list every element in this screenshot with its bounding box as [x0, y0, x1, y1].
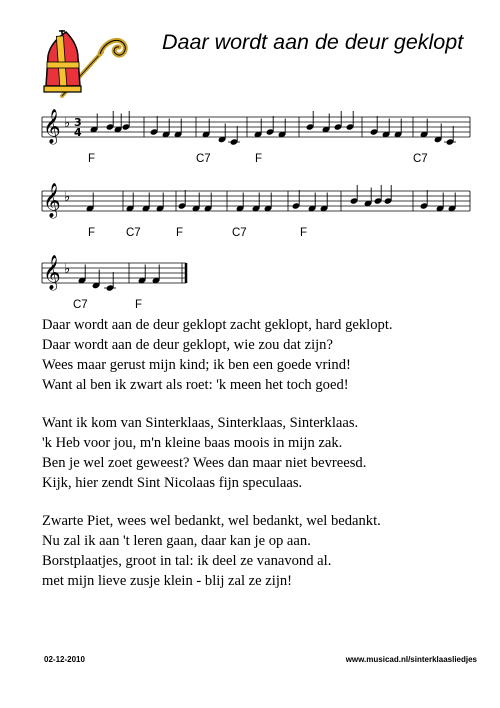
footer-date: 02-12-2010	[44, 655, 85, 664]
footer-url[interactable]: www.musicad.nl/sinterklaasliedjes	[345, 655, 477, 664]
stanza	[42, 413, 482, 493]
lyric-line: 'k Heb voor jou, m'n kleine baas moois in mijn zak.	[42, 435, 343, 451]
time-signature-top: 3	[74, 116, 82, 129]
sheet-music	[0, 100, 500, 315]
lyric-line: Wees maar gerust mijn kind; ik ben een goede vrind!	[42, 357, 351, 373]
time-signature-bottom: 4	[74, 126, 82, 139]
chord-label: F	[88, 227, 96, 239]
page-title: Daar wordt aan de deur geklopt	[162, 30, 464, 54]
lyric-line: Want al ben ik zwart als roet: 'k meen het toch goed!	[42, 377, 349, 393]
chord-label: F	[88, 153, 96, 165]
treble-clef-icon: 𝄞	[43, 255, 61, 290]
chord-label: F	[255, 153, 263, 165]
stanza	[42, 315, 482, 395]
lyric-line: Kijk, hier zendt Sint Nicolaas fijn speculaas.	[42, 475, 303, 491]
chord-label: F	[176, 227, 184, 239]
lyric-line: met mijn lieve zusje klein - blij zal ze zijn!	[42, 573, 293, 589]
chord-label: F	[300, 227, 308, 239]
chord-label: C7	[413, 153, 428, 165]
chord-label: C7	[126, 227, 141, 239]
lyric-line: Zwarte Piet, wees wel bedankt, wel bedankt, wel bedankt.	[42, 513, 381, 529]
mitre-crozier-icon	[38, 30, 130, 98]
treble-clef-icon: 𝄞	[43, 183, 61, 218]
treble-clef-icon: 𝄞	[43, 109, 61, 144]
flat-icon: ♭	[64, 190, 71, 205]
lyric-line: Borstplaatjes, groot in tal: ik deel ze vanavond al.	[42, 553, 332, 569]
flat-icon: ♭	[64, 262, 71, 277]
lyrics	[42, 315, 482, 609]
lyric-line: Want ik kom van Sinterklaas, Sinterklaas, Sinterklaas.	[42, 415, 359, 431]
chord-label: F	[135, 299, 143, 311]
lyric-line: Daar wordt aan de deur geklopt zacht geklopt, hard geklopt.	[42, 317, 393, 333]
lyric-line: Ben je wel zoet geweest? Wees dan maar niet bevreesd.	[42, 455, 367, 471]
chord-label: C7	[196, 153, 211, 165]
lyric-line: Daar wordt aan de deur geklopt, wie zou dat zijn?	[42, 337, 333, 353]
flat-icon: ♭	[64, 116, 71, 131]
chord-label: C7	[232, 227, 247, 239]
stanza	[42, 511, 482, 591]
chord-label: C7	[73, 299, 88, 311]
lyric-line: Nu zal ik aan 't leren gaan, daar kan je op aan.	[42, 533, 311, 549]
